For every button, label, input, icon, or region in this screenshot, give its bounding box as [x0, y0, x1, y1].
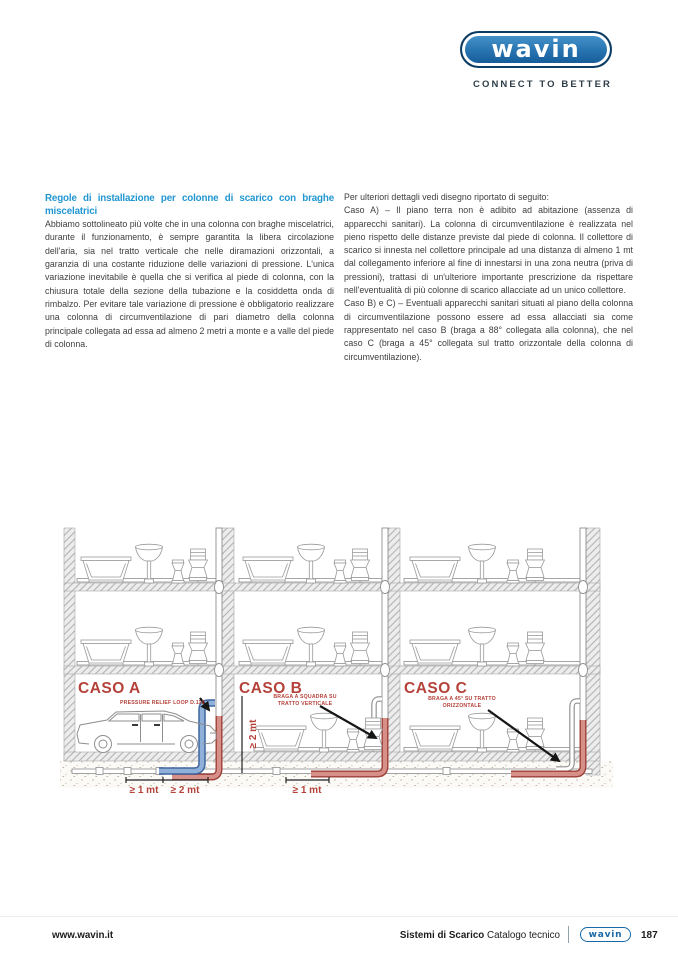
car-illustration: [77, 711, 216, 753]
footer-doc-regular: Catalogo tecnico: [487, 930, 560, 941]
footer-wavin-logo: [580, 927, 631, 942]
page-number: 187: [641, 930, 658, 941]
footer-separator: [568, 926, 569, 943]
section-heading: Regole di installazione per colonne di scarico con braghe miscelatrici: [45, 193, 334, 217]
caso-bc-paragraph: Caso B) e C) – Eventuali apparecchi sanitari situati al piano della colonna di circumventilazione possono essere ad essa allacciati sia come rappresentato nel caso B (braga a 88° collegata alla colonna), che nel caso C (braga a 45° collegata sul tratto orizzontale della colonna di circumventilazione).: [344, 298, 633, 362]
wavin-logo-text: wavin: [491, 34, 581, 63]
caso-a-paragraph: Caso A) – Il piano terra non è adibito ad abitazione (assenza di apparecchi sanitari). La colonna di circumventilazione è realizzata nel pieno rispetto delle distanze previste dal piede di colonna. Il collettore di scarico si innesta nel collettore principale ad una distanza di almeno 1 mt dal collegamento inferiore al fine di innestarsi in una zona neutra (priva di pressioni), trattasi di un'ulteriore importante prescrizione da rispettare nell'eventualità di più colonne di scarico allacciate ad un unico collettore.: [344, 205, 633, 296]
annotation-b-line2: TRATTO VERTICALE: [277, 701, 333, 707]
footer-url: www.wavin.it: [52, 930, 114, 941]
floor-slabs: [64, 583, 600, 761]
annotation-b-line1: BRAGA A SQUADRA SU: [273, 694, 337, 700]
dim-vertical-label: ≥ 2 mt: [248, 719, 259, 749]
footer-doc-bold: Sistemi di Scarico: [399, 930, 485, 941]
brand-tagline: CONNECT TO BETTER: [473, 79, 612, 90]
dim-a2-label: ≥ 2 mt: [170, 785, 200, 796]
annotation-c-line1: BRAGA A 45° SU TRATTO: [428, 696, 496, 702]
wavin-logo: [460, 31, 612, 68]
caso-a-label: CASO A: [78, 680, 141, 697]
intro-line: Per ulteriori dettagli vedi disegno riportato di seguito:: [344, 192, 549, 202]
footer-doc-title: [400, 930, 560, 941]
right-column: [344, 191, 633, 364]
footer-divider: [0, 916, 678, 917]
left-column: [45, 193, 334, 351]
footer-wavin-logo-text: wavin: [588, 929, 623, 940]
installation-diagram: [58, 526, 620, 804]
building-walls: [64, 528, 600, 775]
caso-c-label: CASO C: [404, 680, 468, 697]
annotation-c-line2: ORIZZONTALE: [442, 703, 482, 709]
dim-a1-label: ≥ 1 mt: [129, 785, 159, 796]
dim-b1-label: ≥ 1 mt: [292, 785, 322, 796]
section-body: Abbiamo sottolineato più volte che in una colonna con braghe miscelatrici, durante il funzionamento, è sempre garantita la libera circolazione dell'aria, sia nel tratto verticale che nelle diramazioni orizzontali, a garanzia di una costante riduzione delle variazioni di pressione. L'unica variazione inevitabile è quella che si verifica al piede di colonna, con la chiusura totale della sezione della tubazione e la cosiddetta onda di rimbalzo. Per evitare tale variazione di pressione è obbligatorio realizzare una colonna di circumventilazione di pari diametro della colonna principale collegata ad essa ad almeno 2 metri a monte e a valle del piede di colonna.: [45, 219, 335, 349]
annotation-a: PRESSURE RELIEF LOOP D.110: [120, 700, 205, 706]
caso-b-label: CASO B: [239, 680, 303, 697]
